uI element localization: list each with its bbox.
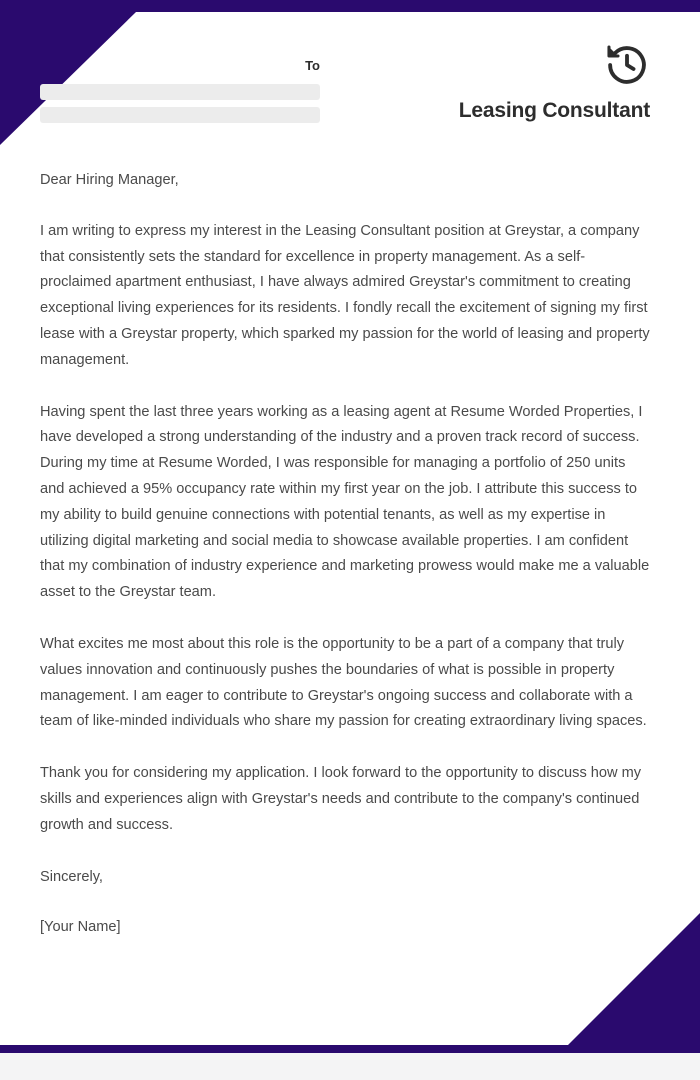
letter-paragraph-1: I am writing to express my interest in the Leasing Consultant position at Greystar, a company that consistently sets the standard for excellence in property management. As a self-proclaimed apartment enthusiast, I have always admired Greystar's commitment to creating exceptional living experiences for its residents. I fondly recall the excitement of signing my first lease with a Greystar property, which sparked my passion for the world of leasing and property management.	[40, 222, 650, 368]
recipient-block	[40, 58, 320, 130]
recipient-placeholder-line-1[interactable]	[40, 84, 320, 100]
page-title: Leasing Consultant	[458, 99, 650, 122]
to-label: To	[305, 58, 320, 73]
letter-body	[40, 168, 652, 941]
letter-paragraph-3: What excites me most about this role is the opportunity to be a part of a company that truly values innovation and continuously pushes the boundaries of what is possible in property management. I am eager to contribute to Greystar's ongoing success and collaborate with a team of like-minded individuals who share my passion for creating extraordinary living spaces.	[40, 635, 647, 730]
letter-signature: [Your Name]	[40, 919, 121, 936]
recipient-placeholder-line-2[interactable]	[40, 107, 320, 123]
history-clock-icon	[604, 42, 650, 88]
bottom-accent-bar	[0, 1045, 700, 1053]
letter-paragraph-2: Having spent the last three years working as a leasing agent at Resume Worded Properties, I have developed a strong understanding of the industry and a proven track record of success. During my time at Resume Worded, I was responsible for managing a portfolio of 250 units and achieved a 95% occupancy rate within my first year on the job. I attribute this success to my ability to build genuine connections with potential tenants, as well as my expertise in utilizing digital marketing and social media to showcase available properties. I am confident that my combination of industry experience and marketing prowess would make me a valuable asset to the Greystar team.	[40, 403, 650, 601]
top-accent-bar	[0, 0, 700, 12]
job-title-block	[350, 42, 650, 124]
letter-header	[0, 12, 700, 157]
letter-paragraph-4: Thank you for considering my application. I look forward to the opportunity to discuss how my skills and experiences align with Greystar's needs and contribute to the company's continued growth and success.	[40, 765, 642, 833]
letter-signoff: Sincerely,	[40, 868, 103, 885]
letter-salutation: Dear Hiring Manager,	[40, 172, 179, 188]
